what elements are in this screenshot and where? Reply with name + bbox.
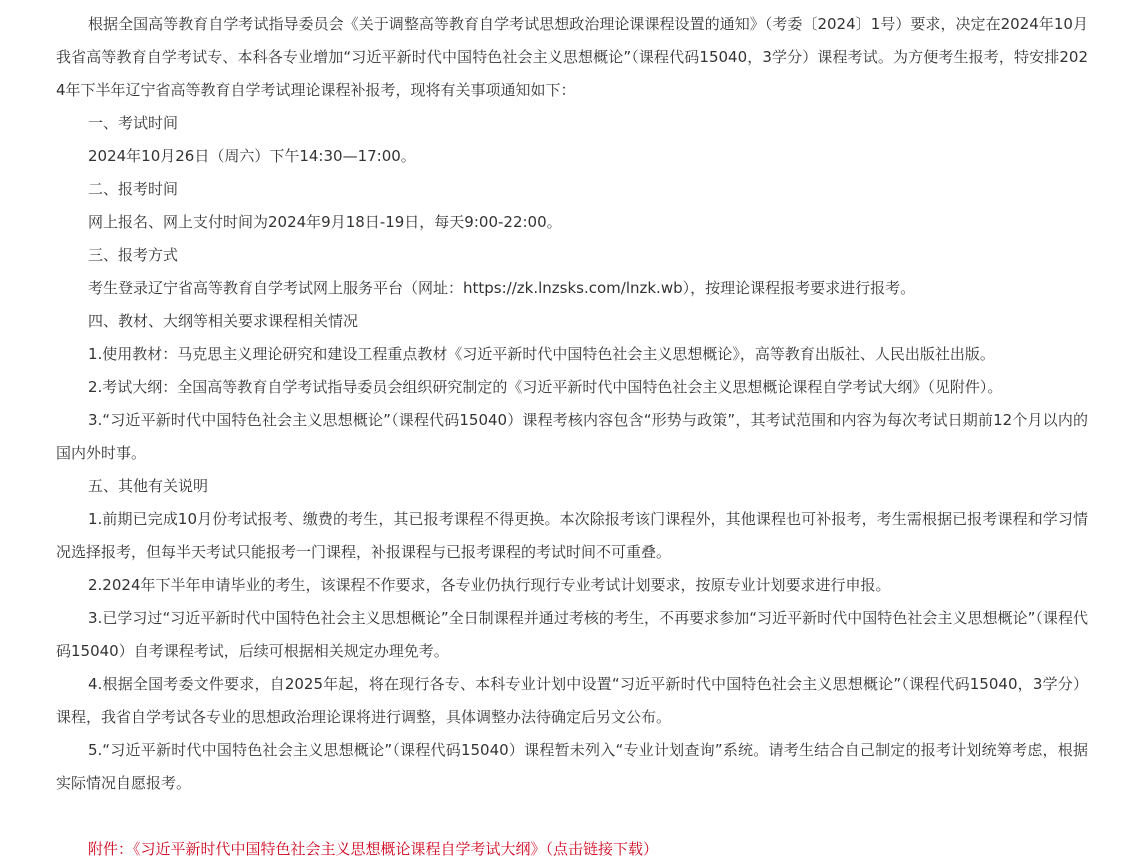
other-notes-item-5: 5.“习近平新时代中国特色社会主义思想概论”（课程代码15040）课程暂未列入“专业计划查询”系统。请考生结合自己制定的报考计划统筹考虑，根据实际情况自愿报考。 [56, 741, 1088, 792]
other-notes-item-1: 1.前期已完成10月份考试报考、缴费的考生，其已报考课程不得更换。本次除报考该门课程外，其他课程也可补报考，考生需根据已报考课程和学习情况选择报考，但每半天考试只能报考一门课程，补报课程与已报考课程的考试时间不可重叠。 [56, 510, 1088, 561]
section-heading-materials: 四、教材、大纲等相关要求课程相关情况 [88, 312, 359, 330]
materials-item-3: 3.“习近平新时代中国特色社会主义思想概论”（课程代码15040）课程考核内容包含“形势与政策”，其考试范围和内容为每次考试日期前12个月以内的国内外时事。 [56, 411, 1088, 462]
materials-item-2: 2.考试大纲：全国高等教育自学考试指导委员会组织研究制定的《习近平新时代中国特色社会主义思想概论课程自学考试大纲》（见附件）。 [88, 378, 1003, 396]
intro-paragraph: 根据全国高等教育自学考试指导委员会《关于调整高等教育自学考试思想政治理论课课程设置的通知》（考委〔2024〕1号）要求，决定在2024年10月我省高等教育自学考试专、本科各专业增加“习近平新时代中国特色社会主义思想概论”（课程代码15040，3学分）课程考试。为方便考生报考，特安排2024年下半年辽宁省高等教育自学考试理论课程补报考，现将有关事项通知如下： [56, 15, 1088, 99]
notice-article [56, 8, 1088, 866]
attachment-line [56, 833, 1088, 866]
attachment-label: 附件： [88, 840, 134, 858]
exam-time-text: 2024年10月26日（周六）下午14:30—17:00。 [88, 147, 416, 165]
registration-time-text: 网上报名、网上支付时间为2024年9月18日-19日，每天9:00-22:00。 [88, 213, 562, 231]
section-heading-registration-time: 二、报考时间 [88, 180, 179, 198]
attachment-download-link[interactable]: 《习近平新时代中国特色社会主义思想概论课程自学考试大纲》（点击链接下载） [133, 840, 659, 858]
spacer [56, 800, 1088, 833]
materials-item-1: 1.使用教材：马克思主义理论研究和建设工程重点教材《习近平新时代中国特色社会主义思想概论》，高等教育出版社、人民出版社出版。 [88, 345, 995, 363]
other-notes-item-4: 4.根据全国考委文件要求，自2025年起，将在现行各专、本科专业计划中设置“习近平新时代中国特色社会主义思想概论”（课程代码15040，3学分）课程，我省自学考试各专业的思想政治理论课将进行调整，具体调整办法待确定后另文公布。 [56, 675, 1088, 726]
other-notes-item-3: 3.已学习过“习近平新时代中国特色社会主义思想概论”全日制课程并通过考核的考生，不再要求参加“习近平新时代中国特色社会主义思想概论”（课程代码15040）自考课程考试，后续可根据相关规定办理免考。 [56, 609, 1088, 660]
other-notes-item-2: 2.2024年下半年申请毕业的考生，该课程不作要求，各专业仍执行现行专业考试计划要求，按原专业计划要求进行申报。 [88, 576, 891, 594]
section-heading-exam-time: 一、考试时间 [88, 114, 179, 132]
registration-method-text: 考生登录辽宁省高等教育自学考试网上服务平台（网址：https://zk.lnzsks.com/lnzk.wb），按理论课程报考要求进行报考。 [88, 279, 916, 297]
section-heading-other-notes: 五、其他有关说明 [88, 477, 209, 495]
section-heading-registration-method: 三、报考方式 [88, 246, 179, 264]
